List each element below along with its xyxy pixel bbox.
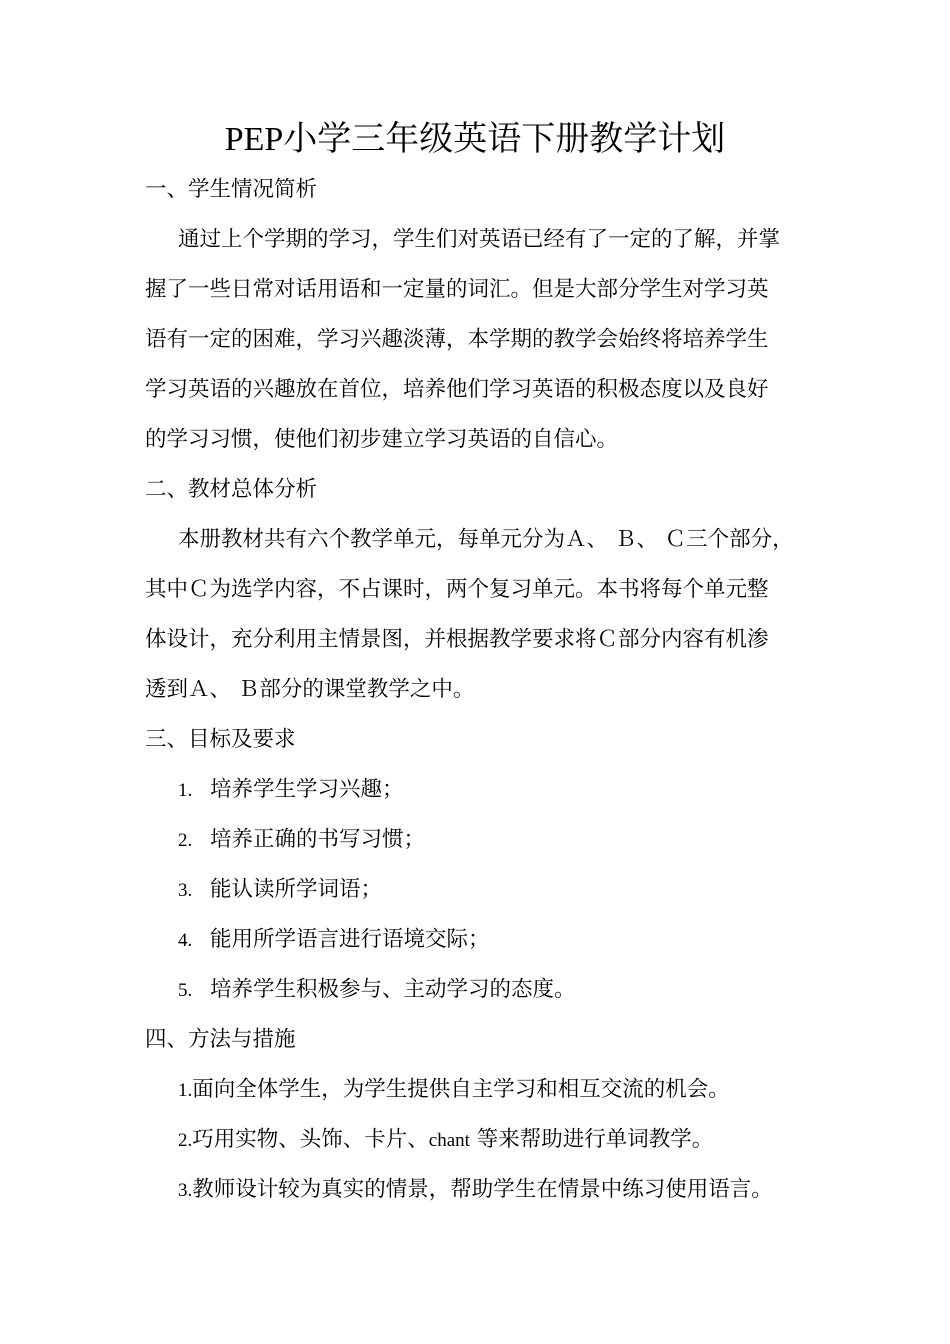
paragraph-line: 体设计，充分利用主情景图，并根据教学要求将Ｃ部分内容有机渗 — [145, 627, 769, 652]
item-number: 1. — [178, 780, 193, 801]
paragraph-line: 本册教材共有六个教学单元，每单元分为Ａ、 Ｂ、 Ｃ三个部分， — [178, 527, 794, 552]
list-item — [145, 865, 815, 915]
item-number: 3. — [178, 1180, 193, 1201]
list-item — [145, 1165, 815, 1215]
item-text: 培养学生积极参与、主动学习的态度。 — [210, 977, 576, 1002]
item-number: 4. — [178, 930, 193, 951]
list-item — [145, 815, 815, 865]
item-number: 2. — [178, 1130, 193, 1151]
paragraph-line: 的学习习惯，使他们初步建立学习英语的自信心。 — [145, 427, 619, 452]
item-text: 巧用实物、头饰、卡片、 — [192, 1127, 429, 1152]
list-item — [145, 765, 815, 815]
item-number: 2. — [178, 830, 193, 851]
item-text: 培养正确的书写习惯； — [210, 827, 426, 852]
item-text: 培养学生学习兴趣； — [210, 777, 404, 802]
section-heading: 一、学生情况简析 — [145, 177, 318, 202]
item-number: 1. — [178, 1080, 193, 1101]
list-item — [145, 915, 815, 965]
item-text: 能用所学语言进行语境交际； — [210, 927, 490, 952]
paragraph-line: 语有一定的困难，学习兴趣淡薄，本学期的教学会始终将培养学生 — [145, 327, 769, 352]
list-item — [145, 965, 815, 1015]
item-text: 面向全体学生，为学生提供自主学习和相互交流的机会。 — [192, 1077, 730, 1102]
item-latin-word: chant — [428, 1130, 470, 1151]
section-heading: 三、目标及要求 — [145, 727, 296, 752]
item-text: 等来帮助进行单词教学。 — [476, 1127, 714, 1152]
paragraph-line: 透到Ａ、 Ｂ部分的课堂教学之中。 — [145, 677, 475, 702]
item-text: 能认读所学词语； — [210, 877, 383, 902]
item-text: 教师设计较为真实的情景，帮助学生在情景中练习使用语言。 — [192, 1177, 773, 1202]
paragraph-line: 其中Ｃ为选学内容，不占课时，两个复习单元。本书将每个单元整 — [145, 577, 769, 602]
paragraph-line: 通过上个学期的学习，学生们对英语已经有了一定的了解，并掌 — [178, 227, 781, 252]
item-number: 5. — [178, 980, 193, 1001]
paragraph-line: 握了一些日常对话用语和一定量的词汇。但是大部分学生对学习英 — [145, 277, 769, 302]
paragraph-line: 学习英语的兴趣放在首位，培养他们学习英语的积极态度以及良好 — [145, 377, 769, 402]
item-number: 3. — [178, 880, 193, 901]
section-heading: 四、方法与措施 — [145, 1027, 296, 1052]
list-item — [145, 1115, 815, 1165]
document-body — [145, 165, 815, 1215]
section-heading: 二、教材总体分析 — [145, 477, 318, 502]
list-item — [145, 1065, 815, 1115]
document-title: PEP小学三年级英语下册教学计划 — [224, 121, 726, 158]
